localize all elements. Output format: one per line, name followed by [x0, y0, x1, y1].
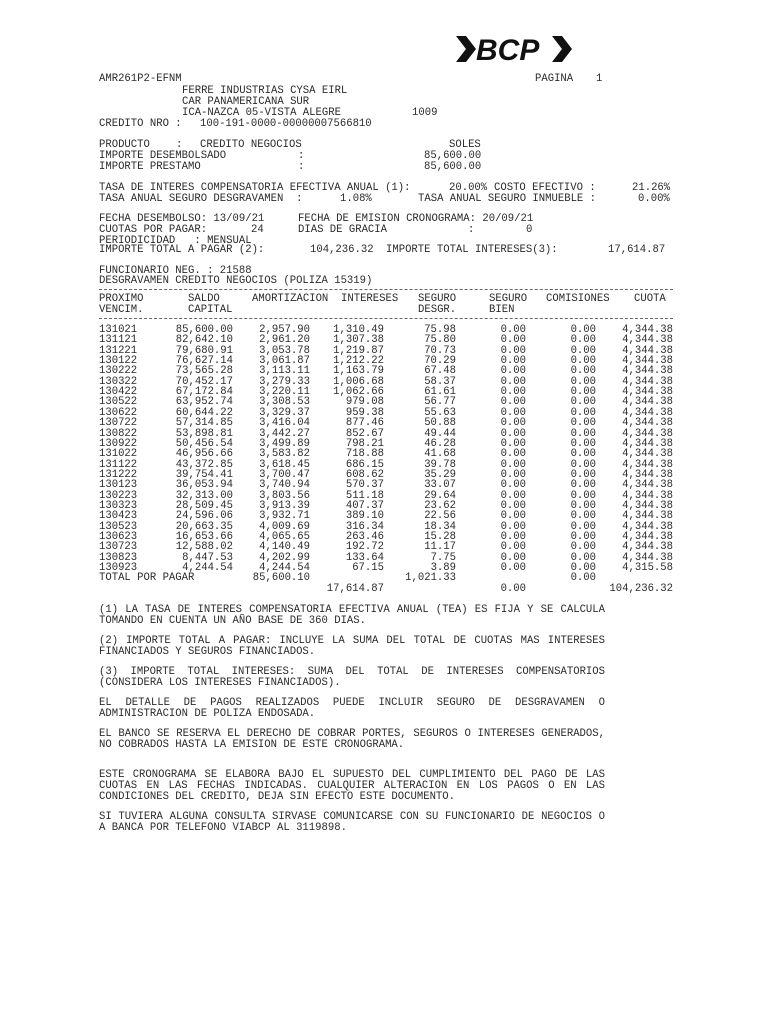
table-cell-desgr-insurance: 29.64 — [424, 489, 456, 502]
table-cell-balance: 16,653.66 — [175, 531, 233, 543]
table-cell-amortization: 3,442.27 — [259, 427, 310, 440]
table-cell-property-insurance: 0.00 — [500, 406, 526, 419]
left-chevron-icon — [456, 36, 476, 62]
table-cell-installment: 4,344.38 — [622, 386, 673, 399]
table-cell-desgr-insurance: 70.73 — [424, 344, 456, 357]
table-cell-property-insurance: 0.00 — [500, 417, 526, 430]
column-header-installment: CUOTA — [634, 293, 666, 305]
table-cell-commissions: 0.00 — [570, 386, 596, 399]
table-cell-installment: 4,344.38 — [622, 355, 673, 368]
table-cell-property-insurance: 0.00 — [500, 324, 526, 336]
table-cell-due-date: 130923 — [99, 562, 138, 575]
table-cell-due-date: 131221 — [99, 344, 138, 357]
table-cell-commissions: 0.00 — [570, 365, 596, 378]
table-cell-interest: 1,006.68 — [333, 375, 384, 388]
table-cell-balance: 57,314.85 — [175, 417, 233, 430]
total-pay-value: 104,236.32 — [310, 244, 374, 256]
table-cell-balance: 82,642.10 — [175, 334, 233, 347]
table-cell-amortization: 3,113.11 — [259, 365, 310, 378]
table-cell-desgr-insurance: 50.88 — [424, 417, 456, 430]
table-cell-commissions: 0.00 — [570, 531, 596, 543]
table-cell-desgr-insurance: 70.29 — [424, 355, 456, 368]
loan-label: IMPORTE PRESTAMO — [99, 161, 201, 173]
table-cell-balance: 46,956.66 — [175, 448, 233, 461]
table-cell-desgr-insurance: 56.77 — [424, 396, 456, 409]
table-cell-desgr-insurance: 23.62 — [424, 499, 456, 512]
page-label: PAGINA — [535, 73, 574, 85]
table-cell-installment: 4,344.38 — [622, 510, 673, 523]
table-cell-balance: 12,588.02 — [175, 541, 233, 554]
table-cell-balance: 79,680.91 — [175, 344, 233, 357]
table-cell-interest: 316.34 — [345, 520, 384, 533]
table-cell-balance: 39,754.41 — [175, 468, 233, 481]
table-cell-property-insurance: 0.00 — [500, 479, 526, 492]
table-cell-desgr-insurance: 7.75 — [430, 551, 456, 564]
page-number: 1 — [596, 73, 603, 85]
inmueble-rate-label: TASA ANUAL SEGURO INMUEBLE : — [418, 193, 597, 205]
installments-label: CUOTAS POR PAGAR: — [99, 224, 208, 236]
note-schedule-assumption: ESTE CRONOGRAMA SE ELABORA BAJO EL SUPUESTO DEL CUMPLIMIENTO DEL PAGO DE LAS CUOTAS EN LAS FECHAS INDICADAS. CUALQUIER ALTERACION EN LOS PAGOS O EN LAS CONDICIONES DEL CREDITO, DEJA SIN EFECTO ESTE DOCUMENTO. — [99, 769, 605, 803]
table-cell-due-date: 130322 — [99, 375, 138, 388]
table-cell-commissions: 0.00 — [570, 375, 596, 388]
table-cell-desgr-insurance: 33.07 — [424, 479, 456, 492]
table-cell-property-insurance: 0.00 — [500, 458, 526, 471]
table-cell-amortization: 3,932.71 — [259, 510, 310, 523]
table-cell-commissions: 0.00 — [570, 520, 596, 533]
table-cell-due-date: 130123 — [99, 479, 138, 492]
column-header-balance: SALDO — [188, 293, 220, 305]
table-cell-balance: 63,952.74 — [175, 396, 233, 409]
table-cell-interest: 263.46 — [345, 531, 384, 543]
disbursement-date: FECHA DESEMBOLSO: 13/09/21 — [99, 213, 265, 225]
table-cell-interest: 1,163.79 — [333, 365, 384, 378]
note-bank-rights: EL BANCO SE RESERVA EL DERECHO DE COBRAR PORTES, SEGUROS O INTERESES GENERADOS, NO COBRADOS HASTA LA EMISION DE ESTE CRONOGRAMA. — [99, 728, 605, 751]
report-code: AMR261P2-EFNM — [99, 73, 182, 85]
note-contact: SI TUVIERA ALGUNA CONSULTA SIRVASE COMUNICARSE CON SU FUNCIONARIO DE NEGOCIOS O A BANCA POR TELEFONO VIABCP AL 3119898. — [99, 811, 605, 834]
table-cell-amortization: 4,140.49 — [259, 541, 310, 554]
table-cell-balance: 36,053.94 — [175, 479, 233, 492]
grace-label: DIAS DE GRACIA — [298, 224, 388, 236]
table-cell-amortization: 2,957.90 — [259, 324, 310, 336]
table-cell-property-insurance: 0.00 — [500, 375, 526, 388]
table-cell-interest: 511.18 — [345, 489, 384, 502]
table-cell-amortization: 4,202.99 — [259, 551, 310, 564]
table-cell-interest: 798.21 — [345, 437, 384, 450]
loan-value: 85,600.00 — [424, 161, 482, 173]
table-cell-interest: 133.64 — [345, 551, 384, 564]
total-desgr-insurance: 1,021.33 — [405, 572, 456, 585]
table-cell-commissions: 0.00 — [570, 406, 596, 419]
table-cell-due-date: 130823 — [99, 551, 138, 564]
table-cell-commissions: 0.00 — [570, 541, 596, 554]
table-cell-balance: 50,456.54 — [175, 437, 233, 450]
table-cell-balance: 60,644.22 — [175, 406, 233, 419]
total-pay-label: IMPORTE TOTAL A PAGAR (2): — [99, 244, 265, 256]
logo-text: BCP — [476, 34, 540, 67]
table-cell-balance: 20,663.35 — [175, 520, 233, 533]
table-cell-installment: 4,344.38 — [622, 406, 673, 419]
table-cell-property-insurance: 0.00 — [500, 510, 526, 523]
table-cell-interest: 686.15 — [345, 458, 384, 471]
table-cell-balance: 53,898.81 — [175, 427, 233, 440]
table-cell-due-date: 130122 — [99, 355, 138, 368]
table-cell-property-insurance: 0.00 — [500, 344, 526, 357]
note-tea: (1) LA TASA DE INTERES COMPENSATORIA EFECTIVA ANUAL (TEA) ES FIJA Y SE CALCULA TOMANDO EN CUENTA UN AÑO BASE DE 360 DIAS. — [99, 604, 605, 627]
table-cell-due-date: 130523 — [99, 520, 138, 533]
desgrav-rate-label: TASA ANUAL SEGURO DESGRAVAMEN : — [99, 193, 303, 205]
table-cell-installment: 4,344.38 — [622, 520, 673, 533]
table-cell-property-insurance: 0.00 — [500, 551, 526, 564]
table-cell-property-insurance: 0.00 — [500, 520, 526, 533]
table-cell-amortization: 3,803.56 — [259, 489, 310, 502]
table-cell-commissions: 0.00 — [570, 396, 596, 409]
table-cell-installment: 4,344.38 — [622, 531, 673, 543]
table-cell-interest: 1,219.87 — [333, 344, 384, 357]
address-line-1: CAR PANAMERICANA SUR — [182, 96, 310, 108]
table-cell-amortization: 3,061.87 — [259, 355, 310, 368]
table-cell-property-insurance: 0.00 — [500, 499, 526, 512]
column-header-property-insurance: SEGURO — [489, 293, 528, 305]
table-cell-interest: 407.37 — [345, 499, 384, 512]
table-cell-property-insurance: 0.00 — [500, 365, 526, 378]
table-cell-amortization: 3,329.37 — [259, 406, 310, 419]
table-cell-due-date: 130622 — [99, 406, 138, 419]
table-cell-due-date: 130222 — [99, 365, 138, 378]
credit-number: 100-191-0000-00000007566810 — [200, 118, 372, 130]
table-cell-desgr-insurance: 41.68 — [424, 448, 456, 461]
table-cell-commissions: 0.00 — [570, 489, 596, 502]
total-interest-value: 17,614.87 — [608, 244, 666, 256]
disbursed-label: IMPORTE DESEMBOLSADO — [99, 150, 227, 162]
table-cell-property-insurance: 0.00 — [500, 531, 526, 543]
column-subheader-balance: CAPITAL — [188, 304, 233, 316]
table-cell-amortization: 2,961.20 — [259, 334, 310, 347]
table-cell-amortization: 3,308.53 — [259, 396, 310, 409]
table-top-rule — [99, 289, 673, 290]
table-cell-commissions: 0.00 — [570, 468, 596, 481]
table-cell-amortization: 3,499.89 — [259, 437, 310, 450]
table-cell-balance: 70,452.17 — [175, 375, 233, 388]
table-header-rule — [99, 318, 673, 319]
table-cell-due-date: 130323 — [99, 499, 138, 512]
total-interest: 17,614.87 — [326, 583, 384, 596]
table-cell-commissions: 0.00 — [570, 562, 596, 575]
inmueble-rate-value: 0.00% — [638, 193, 670, 205]
table-cell-desgr-insurance: 67.48 — [424, 365, 456, 378]
table-cell-due-date: 130922 — [99, 437, 138, 450]
table-cell-property-insurance: 0.00 — [500, 541, 526, 554]
table-cell-commissions: 0.00 — [570, 448, 596, 461]
table-cell-desgr-insurance: 15.28 — [424, 531, 456, 543]
table-cell-interest: 718.88 — [345, 448, 384, 461]
officer-line: FUNCIONARIO NEG. : 21588 — [99, 265, 252, 277]
table-cell-due-date: 131222 — [99, 468, 138, 481]
desgrav-rate-value: 1.08% — [340, 193, 372, 205]
table-cell-property-insurance: 0.00 — [500, 437, 526, 450]
total-property-insurance: 0.00 — [500, 583, 526, 596]
table-cell-interest: 570.37 — [345, 479, 384, 492]
table-cell-installment: 4,344.38 — [622, 499, 673, 512]
table-cell-balance: 24,596.06 — [175, 510, 233, 523]
table-cell-commissions: 0.00 — [570, 458, 596, 471]
table-cell-commissions: 0.00 — [570, 510, 596, 523]
table-cell-installment: 4,344.38 — [622, 479, 673, 492]
table-cell-interest: 1,062.66 — [333, 386, 384, 399]
product-label: PRODUCTO — [99, 139, 150, 151]
table-cell-amortization: 3,053.78 — [259, 344, 310, 357]
total-commissions: 0.00 — [570, 572, 596, 585]
table-cell-interest: 852.67 — [345, 427, 384, 440]
table-cell-amortization: 3,740.94 — [259, 479, 310, 492]
installments-value: 24 — [251, 224, 264, 236]
table-cell-commissions: 0.00 — [570, 417, 596, 430]
table-cell-balance: 4,244.54 — [182, 562, 233, 575]
table-cell-due-date: 131121 — [99, 334, 138, 347]
column-subheader-due-date: VENCIM. — [99, 304, 144, 316]
table-cell-desgr-insurance: 35.29 — [424, 468, 456, 481]
disbursed-value: 85,600.00 — [424, 150, 482, 162]
loan-colon: : — [298, 161, 305, 173]
column-header-desgr-insurance: SEGURO — [418, 293, 457, 305]
table-cell-installment: 4,315.58 — [622, 562, 673, 575]
table-cell-balance: 73,565.28 — [175, 365, 233, 378]
total-label: TOTAL POR PAGAR — [99, 572, 195, 585]
table-cell-interest: 1,310.49 — [333, 324, 384, 336]
table-cell-due-date: 130522 — [99, 396, 138, 409]
table-cell-due-date: 131022 — [99, 448, 138, 461]
table-cell-desgr-insurance: 61.61 — [424, 386, 456, 399]
table-cell-property-insurance: 0.00 — [500, 386, 526, 399]
table-cell-interest: 1,307.38 — [333, 334, 384, 347]
table-cell-property-insurance: 0.00 — [500, 489, 526, 502]
currency: SOLES — [449, 139, 481, 151]
product-separator: : — [176, 139, 183, 151]
table-cell-amortization: 3,583.82 — [259, 448, 310, 461]
table-cell-installment: 4,344.38 — [622, 396, 673, 409]
table-cell-desgr-insurance: 11.17 — [424, 541, 456, 554]
table-cell-commissions: 0.00 — [570, 551, 596, 564]
total-interest-label: IMPORTE TOTAL INTERESES(3): — [386, 244, 558, 256]
table-cell-amortization: 3,220.11 — [259, 386, 310, 399]
cost-value: 21.26% — [632, 182, 671, 194]
table-cell-due-date: 130722 — [99, 417, 138, 430]
table-cell-installment: 4,344.38 — [622, 365, 673, 378]
table-cell-interest: 389.10 — [345, 510, 384, 523]
table-cell-desgr-insurance: 18.34 — [424, 520, 456, 533]
tea-label: TASA DE INTERES COMPENSATORIA EFECTIVA ANUAL (1): — [99, 182, 411, 194]
table-cell-installment: 4,344.38 — [622, 334, 673, 347]
table-cell-commissions: 0.00 — [570, 499, 596, 512]
table-cell-property-insurance: 0.00 — [500, 562, 526, 575]
table-cell-installment: 4,344.38 — [622, 468, 673, 481]
table-cell-interest: 877.46 — [345, 417, 384, 430]
table-cell-amortization: 3,700.47 — [259, 468, 310, 481]
address-line-2: ICA-NAZCA 05-VISTA ALEGRE — [182, 107, 341, 119]
table-cell-amortization: 3,913.39 — [259, 499, 310, 512]
table-cell-commissions: 0.00 — [570, 437, 596, 450]
table-cell-installment: 4,344.38 — [622, 324, 673, 336]
table-cell-commissions: 0.00 — [570, 324, 596, 336]
table-cell-desgr-insurance: 75.80 — [424, 334, 456, 347]
table-cell-installment: 4,344.38 — [622, 437, 673, 450]
table-cell-amortization: 3,618.45 — [259, 458, 310, 471]
product-value: CREDITO NEGOCIOS — [200, 139, 302, 151]
table-cell-desgr-insurance: 58.37 — [424, 375, 456, 388]
table-cell-property-insurance: 0.00 — [500, 427, 526, 440]
disbursed-colon: : — [298, 150, 305, 162]
total-amortization: 85,600.10 — [252, 572, 310, 585]
table-cell-interest: 67.15 — [352, 562, 384, 575]
table-cell-installment: 4,344.38 — [622, 541, 673, 554]
column-header-due-date: PROXIMO — [99, 293, 144, 305]
right-chevron-icon — [552, 36, 572, 62]
table-cell-property-insurance: 0.00 — [500, 334, 526, 347]
table-cell-amortization: 4,009.69 — [259, 520, 310, 533]
table-cell-property-insurance: 0.00 — [500, 396, 526, 409]
column-subheader-desgr-insurance: DESGR. — [418, 304, 457, 316]
table-cell-commissions: 0.00 — [570, 344, 596, 357]
table-cell-installment: 4,344.38 — [622, 489, 673, 502]
table-cell-desgr-insurance: 55.63 — [424, 406, 456, 419]
table-cell-due-date: 131122 — [99, 458, 138, 471]
grace-value: 0 — [526, 224, 533, 236]
total-installment: 104,236.32 — [609, 583, 673, 596]
table-cell-amortization: 4,065.65 — [259, 531, 310, 543]
table-cell-installment: 4,344.38 — [622, 448, 673, 461]
table-cell-interest: 608.62 — [345, 468, 384, 481]
grace-separator: : — [468, 224, 475, 236]
table-cell-installment: 4,344.38 — [622, 551, 673, 564]
table-cell-desgr-insurance: 75.98 — [424, 324, 456, 336]
table-cell-commissions: 0.00 — [570, 479, 596, 492]
table-cell-due-date: 130723 — [99, 541, 138, 554]
table-cell-installment: 4,344.38 — [622, 417, 673, 430]
client-name: FERRE INDUSTRIAS CYSA EIRL — [182, 85, 348, 97]
column-header-commissions: COMISIONES — [546, 293, 610, 305]
column-header-interest: INTERESES — [341, 293, 399, 305]
table-cell-balance: 76,627.14 — [175, 355, 233, 368]
table-cell-balance: 85,600.00 — [175, 324, 233, 336]
table-cell-property-insurance: 0.00 — [500, 448, 526, 461]
note-total-interest: (3) IMPORTE TOTAL INTERESES: SUMA DEL TOTAL DE INTERESES COMPENSATORIOS (CONSIDERA LOS INTERESES FINANCIADOS). — [99, 666, 605, 689]
table-cell-commissions: 0.00 — [570, 355, 596, 368]
table-cell-desgr-insurance: 49.44 — [424, 427, 456, 440]
table-cell-property-insurance: 0.00 — [500, 468, 526, 481]
table-cell-balance: 28,509.45 — [175, 499, 233, 512]
periodicity: PERIODICIDAD : MENSUAL — [99, 235, 252, 247]
table-cell-desgr-insurance: 22.56 — [424, 510, 456, 523]
table-cell-balance: 8,447.53 — [182, 551, 233, 564]
table-cell-amortization: 4,244.54 — [259, 562, 310, 575]
table-cell-installment: 4,344.38 — [622, 375, 673, 388]
table-cell-due-date: 130422 — [99, 386, 138, 399]
emission-date: FECHA DE EMISION CRONOGRAMA: 20/09/21 — [298, 213, 534, 225]
note-total-pay: (2) IMPORTE TOTAL A PAGAR: INCLUYE LA SUMA DEL TOTAL DE CUOTAS MAS INTERESES FINANCIADOS Y SEGUROS FINANCIADOS. — [99, 635, 605, 658]
table-cell-amortization: 3,279.33 — [259, 375, 310, 388]
table-cell-due-date: 130423 — [99, 510, 138, 523]
table-cell-amortization: 3,416.04 — [259, 417, 310, 430]
column-header-amortization: AMORTIZACION — [252, 293, 329, 305]
table-cell-due-date: 131021 — [99, 324, 138, 336]
tea-value: 20.00% — [449, 182, 488, 194]
table-cell-desgr-insurance: 3.89 — [430, 562, 456, 575]
credit-number-label: CREDITO NRO : — [99, 118, 182, 130]
table-cell-installment: 4,344.38 — [622, 344, 673, 357]
table-cell-due-date: 130223 — [99, 489, 138, 502]
cost-label: COSTO EFECTIVO : — [494, 182, 596, 194]
table-cell-interest: 192.72 — [345, 541, 384, 554]
table-cell-interest: 959.38 — [345, 406, 384, 419]
table-cell-interest: 1,212.22 — [333, 355, 384, 368]
table-cell-interest: 979.08 — [345, 396, 384, 409]
table-cell-installment: 4,344.38 — [622, 427, 673, 440]
table-cell-commissions: 0.00 — [570, 334, 596, 347]
table-cell-due-date: 130822 — [99, 427, 138, 440]
bcp-logo — [452, 30, 578, 68]
table-cell-balance: 67,172.84 — [175, 386, 233, 399]
table-cell-commissions: 0.00 — [570, 427, 596, 440]
table-cell-desgr-insurance: 39.78 — [424, 458, 456, 471]
table-cell-installment: 4,344.38 — [622, 458, 673, 471]
table-cell-balance: 43,372.85 — [175, 458, 233, 471]
table-cell-property-insurance: 0.00 — [500, 355, 526, 368]
column-subheader-property-insurance: BIEN — [489, 304, 515, 316]
table-cell-balance: 32,313.00 — [175, 489, 233, 502]
note-payment-detail: EL DETALLE DE PAGOS REALIZADOS PUEDE INCLUIR SEGURO DE DESGRAVAMEN O ADMINISTRACION DE POLIZA ENDOSADA. — [99, 697, 605, 720]
desgravamen-policy: DESGRAVAMEN CREDITO NEGOCIOS (POLIZA 15319) — [99, 275, 373, 287]
table-cell-desgr-insurance: 46.28 — [424, 437, 456, 450]
branch-code: 1009 — [412, 107, 438, 119]
table-cell-due-date: 130623 — [99, 531, 138, 543]
